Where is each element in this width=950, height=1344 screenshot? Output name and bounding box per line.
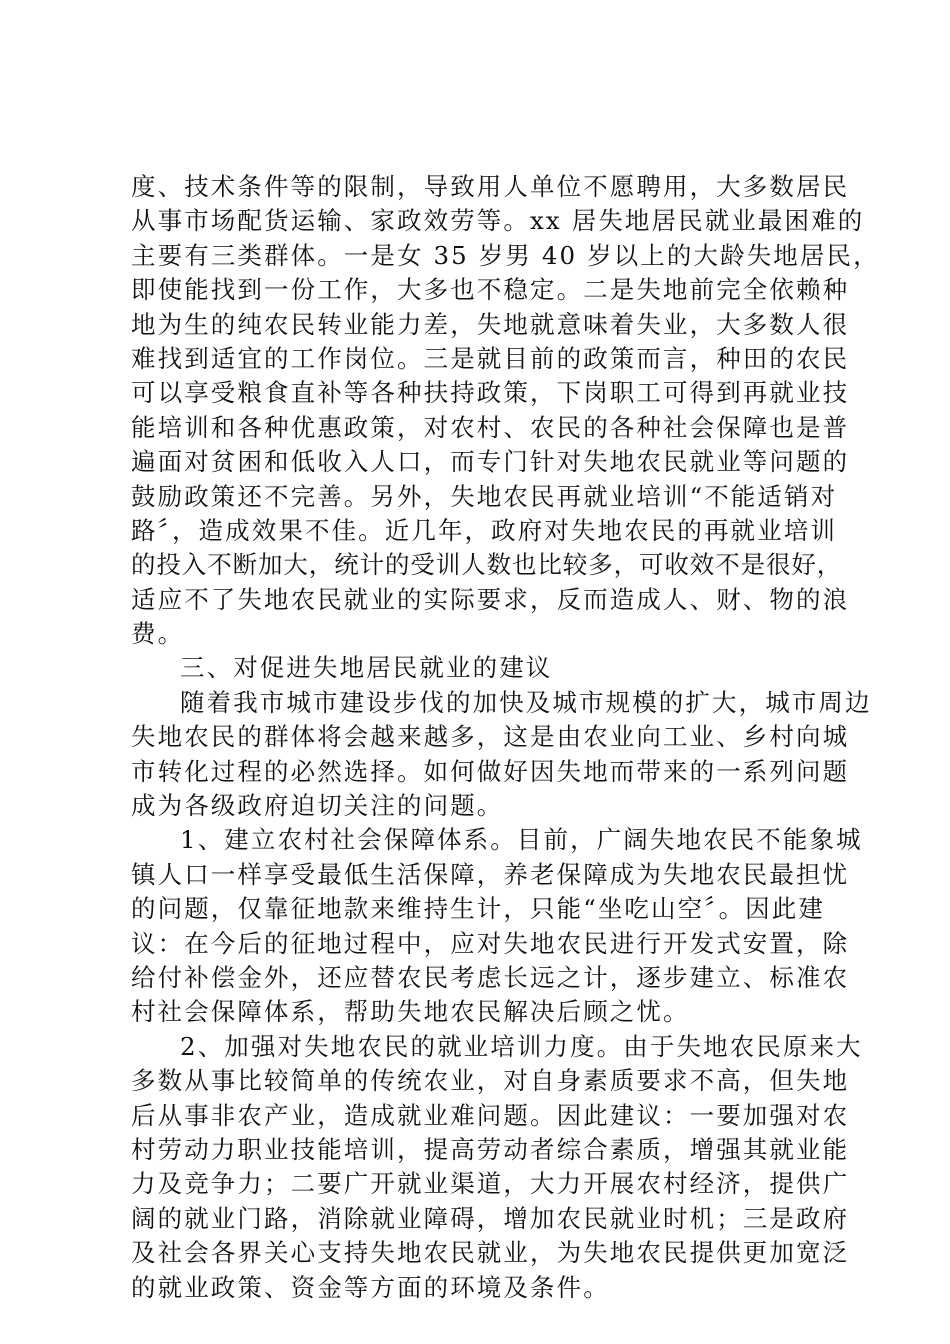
text-line: 难找到适宜的工作岗位。三是就目前的政策而言，种田的农民: [131, 343, 850, 373]
text-line: 主要有三类群体。一是女 35 岁男 40 岁以上的大龄失地居民，: [131, 240, 880, 270]
text-line: 的就业政策、资金等方面的环境及条件。: [131, 1272, 610, 1302]
text-line: 适应不了失地农民就业的实际要求，反而造成人、财、物的浪: [131, 584, 850, 614]
text-line: 随着我市城市建设步伐的加快及城市规模的扩大，城市周边: [180, 687, 872, 717]
text-line: 费。: [131, 619, 185, 649]
text-line: 鼓励政策还不完善。另外，失地农民再就业培训“不能适销对: [131, 481, 838, 511]
text-line: 阔的就业门路，消除就业障碍，增加农民就业时机；三是政府: [131, 1203, 850, 1233]
text-line: 多数从事比较简单的传统农业，对自身素质要求不高，但失地: [131, 1066, 850, 1096]
text-line: 后从事非农产业，造成就业难问题。因此建议：一要加强对农: [131, 1100, 850, 1130]
text-line: 给付补偿金外，还应替农民考虑长远之计，逐步建立、标准农: [131, 962, 850, 992]
text-line: 成为各级政府迫切关注的问题。: [131, 791, 504, 821]
text-line: 村社会保障体系，帮助失地农民解决后顾之忧。: [131, 997, 690, 1027]
text-line: 地为生的纯农民转业能力差，失地就意味着失业，大多数人很: [131, 309, 850, 339]
text-line: 及社会各界关心支持失地农民就业，为失地农民提供更加宽泛: [131, 1238, 850, 1268]
text-line: 镇人口一样享受最低生活保障，养老保障成为失地农民最担忧: [131, 859, 850, 889]
text-line: 村劳动力职业技能培训，提高劳动者综合素质，增强其就业能: [131, 1134, 850, 1164]
text-line: 即使能找到一份工作，大多也不稳定。二是失地前完全依赖种: [131, 275, 850, 305]
text-line: 遍面对贫困和低收入人口，而专门针对失地农民就业等问题的: [131, 447, 850, 477]
text-line: 的投入不断加大，统计的受训人数也比较多，可收效不是很好，: [131, 550, 843, 580]
body-text: [131, 170, 880, 1305]
text-line: 度、技术条件等的限制，导致用人单位不愿聘用，大多数居民: [131, 172, 850, 201]
text-line: 从事市场配货运输、家政效劳等。xx 居失地居民就业最困难的: [131, 206, 865, 236]
text-line: 路〞，造成效果不佳。近几年，政府对失地农民的再就业培训: [131, 515, 837, 545]
text-line: 市转化过程的必然选择。如何做好因失地而带来的一系列问题: [131, 756, 850, 786]
text-line: 可以享受粮食直补等各种扶持政策，下岗职工可得到再就业技: [131, 378, 850, 408]
text-line: 议：在今后的征地过程中，应对失地农民进行开发式安置，除: [131, 928, 850, 958]
text-line: 的问题，仅靠征地款来维持生计，只能“坐吃山空〞。因此建: [131, 894, 825, 924]
text-line: 1、建立农村社会保障体系。目前，广阔失地农民不能象城: [180, 825, 863, 855]
section-heading: 三、对促进失地居民就业的建议: [180, 653, 553, 683]
text-line: 能培训和各种优惠政策，对农村、农民的各种社会保障也是普: [131, 412, 850, 442]
text-line: 2、加强对失地农民的就业培训力度。由于失地农民原来大: [180, 1031, 863, 1061]
text-line: 失地农民的群体将会越来越多，这是由农业向工业、乡村向城: [131, 722, 850, 752]
text-line: 力及竞争力；二要广开就业渠道，大力开展农村经济，提供广: [131, 1169, 850, 1199]
